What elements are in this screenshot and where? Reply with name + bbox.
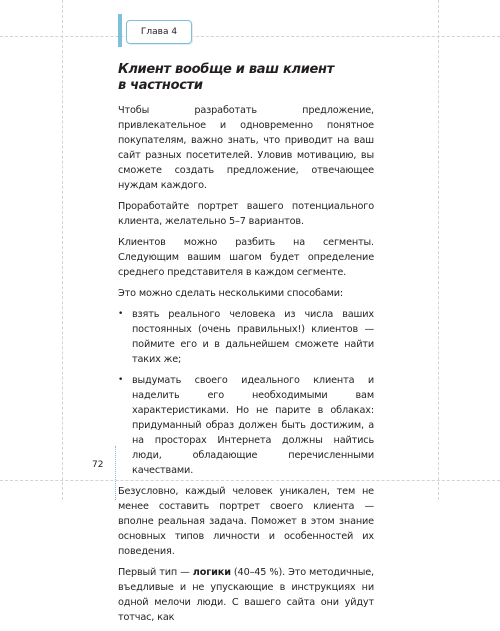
crop-mark-right — [438, 0, 439, 500]
term-rest: (40–45 %). Это методичные, въедливые и не упускающие в инструкциях ни одной мелочи люди. С вашего сайта они уйдут тотчас, как — [118, 567, 374, 623]
page-body — [118, 62, 374, 631]
section-heading — [118, 62, 374, 94]
bullet-icon: • — [118, 309, 124, 319]
term-lead: Первый тип — — [118, 567, 193, 578]
heading-line-1: Клиент вообще и ваш клиент — [118, 62, 334, 77]
paragraph: Безусловно, каждый человек уникален, тем не менее составить портрет своего клиента — вполне реальная задача. Поможет в этом знание основных типов личности и особенностей их поведения. — [118, 486, 374, 557]
chapter-tab — [118, 14, 238, 47]
paragraph: Проработайте портрет вашего потенциального клиента, желательно 5–7 вариантов. — [118, 201, 374, 227]
paragraph-with-term — [118, 565, 374, 625]
heading-line-2: в частности — [118, 78, 203, 93]
list-item — [118, 307, 374, 367]
chapter-label: Глава 4 — [126, 20, 192, 44]
crop-mark-top — [0, 36, 500, 37]
term-bold: логики — [192, 567, 231, 578]
page-number: 72 — [92, 460, 104, 470]
paragraph: Чтобы разработать предложение, привлекательное и одновременно понятное покупателям, важно знать, что приводит на ваш сайт разных посетителей. Уловив мотивацию, вы сможете создать предложение, отвечающее нуждам каждого. — [118, 105, 374, 191]
paragraph: Клиентов можно разбить на сегменты. Следующим вашим шагом будет определение среднего представителя в каждом сегменте. — [118, 237, 374, 278]
crop-mark-left — [62, 0, 63, 500]
paragraph: Это можно сделать несколькими способами: — [118, 288, 344, 299]
bullet-list — [118, 307, 374, 478]
page-margin-rule — [115, 446, 116, 500]
list-item — [118, 373, 374, 478]
list-item-text: взять реального человека из числа ваших постоянных (очень правильных!) клиентов — поймите его и в дальнейшем сможете найти таких же; — [132, 309, 374, 365]
list-item-text: выдумать своего идеального клиента и наделить его необходимыми вам характеристиками. Но не парите в облаках: придуманный образ должен быть достижим, а на просторах Интернета должны найтись люди, обладающие перечисленными качествами. — [132, 375, 374, 476]
bullet-icon: • — [118, 375, 124, 385]
